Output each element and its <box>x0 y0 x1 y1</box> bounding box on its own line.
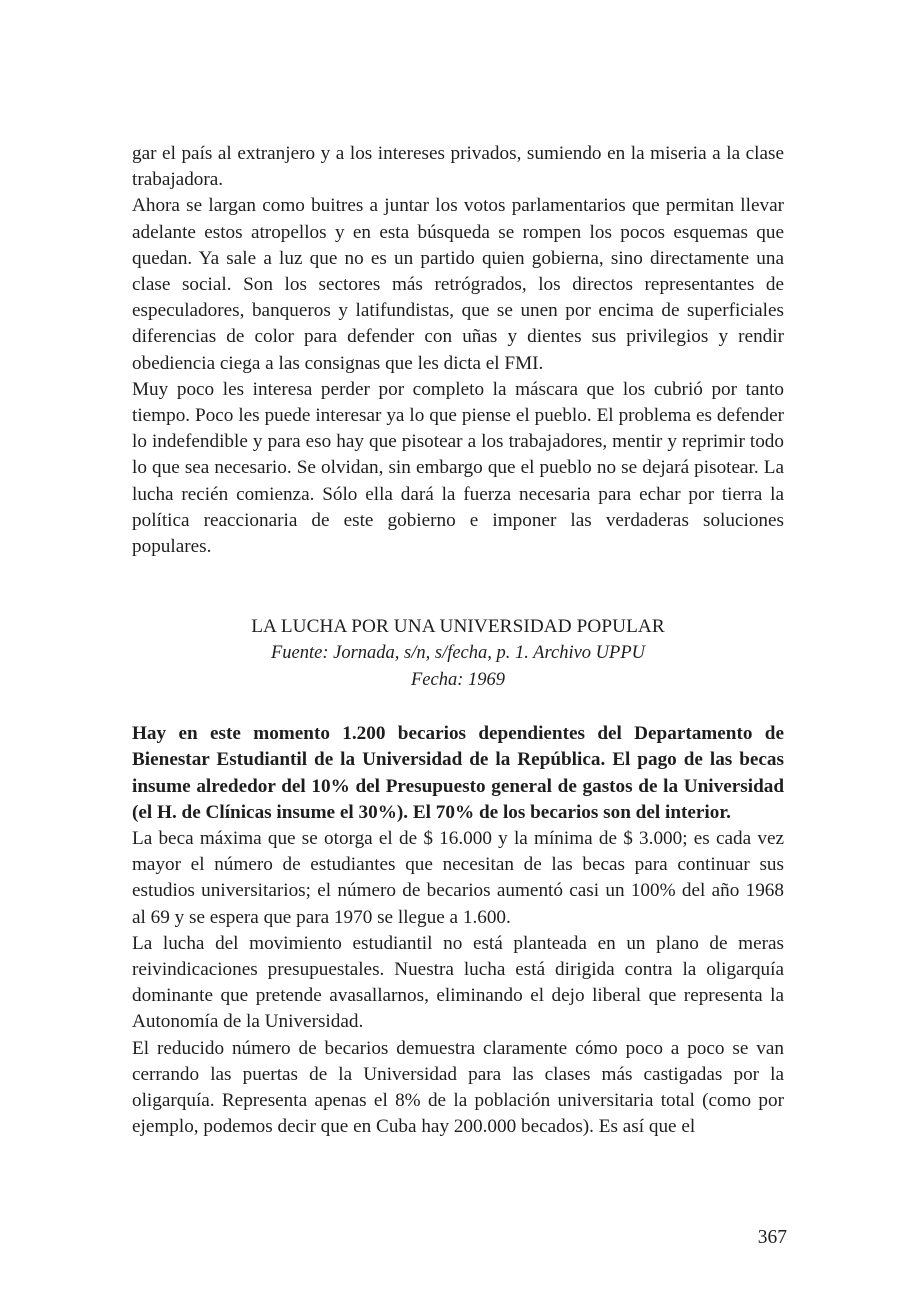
body-paragraph: Ahora se largan como buitres a juntar los votos parlamentarios que permitan llevar adelante estos atropellos y en esta búsqueda se rompen los pocos esquemas que quedan. Ya sale a luz que no es un partido quien gobierna, sino directamente una clase social. Son los sectores más retrógrados, los directos representantes de especuladores, banqueros y latifundistas, que se unen por encima de superficiales diferencias de color para defender con uñas y dientes sus privilegios y rendir obediencia ciega a las consignas que les dicta el FMI. <box>132 195 784 374</box>
lead-paragraph: Hay en este momento 1.200 becarios dependientes del Departamento de Bienestar Estudiantil de la Universidad de la República. El pago de las becas insume alrededor del 10% del Presupuesto general de gastos de la Universidad (el H. de Clínicas insume el 30%). El 70% de los becarios son del interior. <box>132 723 784 823</box>
page-body <box>132 141 784 1141</box>
body-paragraph: gar el país al extranjero y a los intereses privados, sumiendo en la miseria a la clase trabajadora. <box>132 143 784 191</box>
section-title: LA LUCHA POR UNA UNIVERSIDAD POPULAR <box>251 616 665 638</box>
body-paragraph: La beca máxima que se otorga el de $ 16.000 y la mínima de $ 3.000; es cada vez mayor el número de estudiantes que necesitan de las becas para continuar sus estudios universitarios; el número de becarios aumentó casi un 100% del año 1968 al 69 y se espera que para 1970 se llegue a 1.600. <box>132 828 784 928</box>
body-paragraph: La lucha del movimiento estudiantil no está planteada en un plano de meras reivindicaciones presupuestales. Nuestra lucha está dirigida contra la oligarquía dominante que pretende avasallarnos, eliminando el dejo liberal que representa la Autonomía de la Universidad. <box>132 932 784 1033</box>
section-heading <box>132 613 784 694</box>
section-source: Fuente: Jornada, s/n, s/fecha, p. 1. Archivo UPPU <box>270 643 646 664</box>
body-paragraph: El reducido número de becarios demuestra claramente cómo poco a poco se van cerrando las puertas de la Universidad para las clases más castigadas por la oligarquía. Representa apenas el 8% de la población universitaria total (como por ejemplo, podemos decir que en Cuba hay 200.000 becados). Es así que el <box>132 1037 784 1138</box>
body-paragraph: Muy poco les interesa perder por completo la máscara que los cubrió por tanto tiempo. Poco les puede interesar ya lo que piense el pueblo. El problema es defender lo indefendible y para eso hay que pisotear a los trabajadores, mentir y reprimir todo lo que sea necesario. Se olvidan, sin embargo que el pueblo no se dejará pisotear. La lucha recién comienza. Sólo ella dará la fuerza necesaria para echar por tierra la política reaccionaria de este gobierno e imponer las verdaderas soluciones populares. <box>132 378 784 558</box>
page-number: 367 <box>757 1227 787 1248</box>
section-date: Fecha: 1969 <box>410 670 505 691</box>
